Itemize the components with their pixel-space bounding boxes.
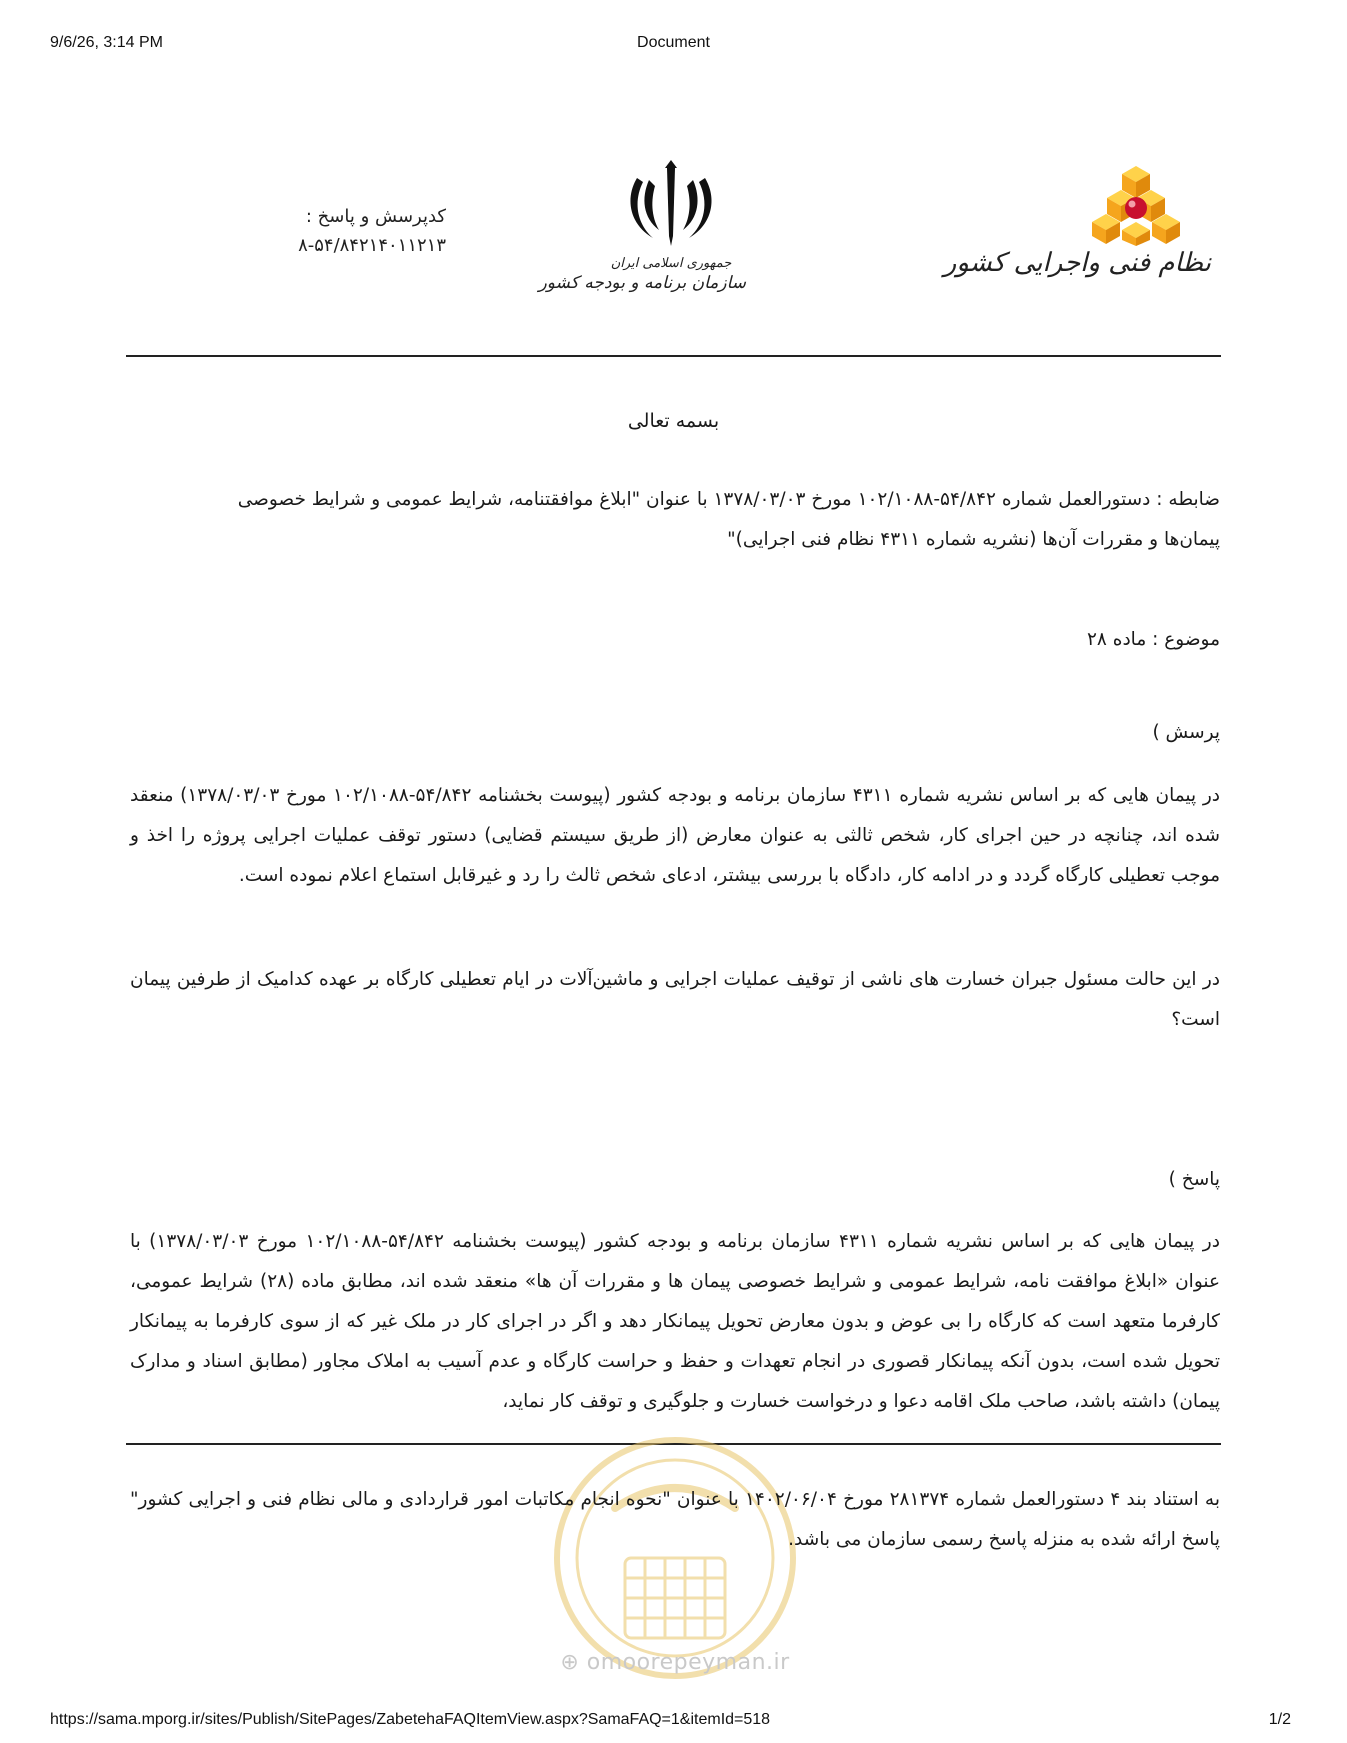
iran-emblem-icon: [623, 158, 719, 250]
faq-code-block: [246, 206, 446, 256]
bismillah-heading: بسمه تعالی: [627, 410, 720, 432]
emblem-caption-organization: سازمان برنامه و بودجه کشور: [538, 273, 746, 293]
print-footer-url: https://sama.mporg.ir/sites/Publish/SitePages/ZabetehaFAQItemView.aspx?SamaFAQ=1&itemId=518: [50, 1711, 771, 1728]
print-document-title: Document: [637, 34, 710, 51]
question-paragraph-1: [130, 776, 1220, 896]
technical-system-logo-caption: نظام فنی واجرایی کشور: [943, 248, 1211, 278]
question-heading: [130, 713, 1220, 753]
letterhead: [126, 150, 1221, 330]
header-divider: [126, 355, 1221, 357]
footnote-text: به استناد بند ۴ دستورالعمل شماره ۲۸۱۳۷۴ مورخ ۱۴۰۲/۰۶/۰۴ با عنوان "نحوه انجام مکاتبات امور قراردادی و مالی نظام فنی و اجرایی کشور" پاسخ ارائه شده به منزله پاسخ رسمی سازمان می باشد.: [130, 1489, 1220, 1550]
regulation-line-2: پیمان‌ها و مقررات آن‌ها (نشریه شماره ۴۳۱۱ نظام فنی اجرایی)": [727, 529, 1220, 550]
answer-paragraph-1-text: در پیمان هایی که بر اساس نشریه شماره ۴۳۱۱ سازمان برنامه و بودجه کشور (پیوست بخشنامه ۵۴/۸۴۲-۱۰۲/۱۰۸۸ مورخ ۱۳۷۸/۰۳/۰۳) با عنوان «ابلاغ موافقت نامه، شرایط عمومی و شرایط خصوصی پیمان ها و مقررات آن ها» منعقد شده اند، مطابق ماده (۲۸) شرایط عمومی، کارفرما متعهد است که کارگاه را بی عوض و بدون معارض تحویل پیمانکار دهد و اگر در اجرای کار در ملک غیر که از سوی کارفرما به پیمانکار تحویل شده است، بدون آنکه پیمانکار قصوری در انجام تعهدات و حفظ و حراست کارگاه و عدم آسیب به املاک مجاور (مطابق اسناد و مدارک پیمان) داشته باشد، صاحب ملک اقامه دعوا و درخواست خسارت و جلوگیری و توقف کار نماید،: [130, 1231, 1221, 1412]
footnote-divider: [126, 1443, 1221, 1445]
cubes-logo-icon: [1088, 164, 1184, 246]
question-paragraph-2-text: در این حالت مسئول جبران خسارت های ناشی از توقیف عملیات اجرایی و ماشین‌آلات در ایام تعطیلی کارگاه بر عهده کدامیک از طرفین پیمان است؟: [130, 969, 1220, 1030]
regulation-line-1: ضابطه : دستورالعمل شماره ۵۴/۸۴۲-۱۰۲/۱۰۸۸ مورخ ۱۳۷۸/۰۳/۰۳ با عنوان "ابلاغ موافقتنامه، شرایط عمومی و شرایط خصوصی: [237, 489, 1220, 510]
subject-text: موضوع : ماده ۲۸: [1087, 629, 1220, 650]
watermark-site-text: omoorepeyman.ir: [586, 1650, 790, 1675]
footnote: [130, 1480, 1220, 1560]
subject-line: [130, 620, 1220, 660]
answer-paragraph-1: [130, 1222, 1220, 1422]
iran-emblem: [538, 158, 746, 293]
watermark-globe-icon: ⊕: [560, 1650, 580, 1675]
technical-system-logo: [943, 164, 1211, 278]
print-footer-page-number: 1/2: [1268, 1711, 1291, 1728]
regulation-reference: [130, 480, 1220, 560]
watermark-site: [555, 1650, 795, 1675]
question-paragraph-2: [130, 960, 1220, 1040]
print-date: 9/6/26, 3:14 PM: [50, 34, 163, 51]
question-heading-text: پرسش ): [1152, 722, 1220, 743]
emblem-caption-republic: جمهوری اسلامی ایران: [610, 256, 732, 271]
faq-code-label: کدپرسش و پاسخ :: [305, 206, 446, 227]
faq-code-value: ۸-۵۴/۸۴۲۱۴۰۱۱۲۱۳: [298, 235, 446, 256]
answer-heading: [130, 1160, 1220, 1200]
question-paragraph-1-text: در پیمان هایی که بر اساس نشریه شماره ۴۳۱۱ سازمان برنامه و بودجه کشور (پیوست بخشنامه ۵۴/۸۴۲-۱۰۲/۱۰۸۸ مورخ ۱۳۷۸/۰۳/۰۳) منعقد شده اند، چنانچه در حین اجرای کار، شخص ثالثی به عنوان معارض (از طریق سیستم قضایی) دستور توقف عملیات اجرایی پروژه را اخذ و موجب تعطیلی کارگاه گردد و در ادامه کار، دادگاه با بررسی بیشتر، ادعای شخص ثالث را رد و غیرقابل استماع اعلام نموده است.: [130, 785, 1220, 886]
answer-heading-text: پاسخ ): [1168, 1169, 1220, 1190]
